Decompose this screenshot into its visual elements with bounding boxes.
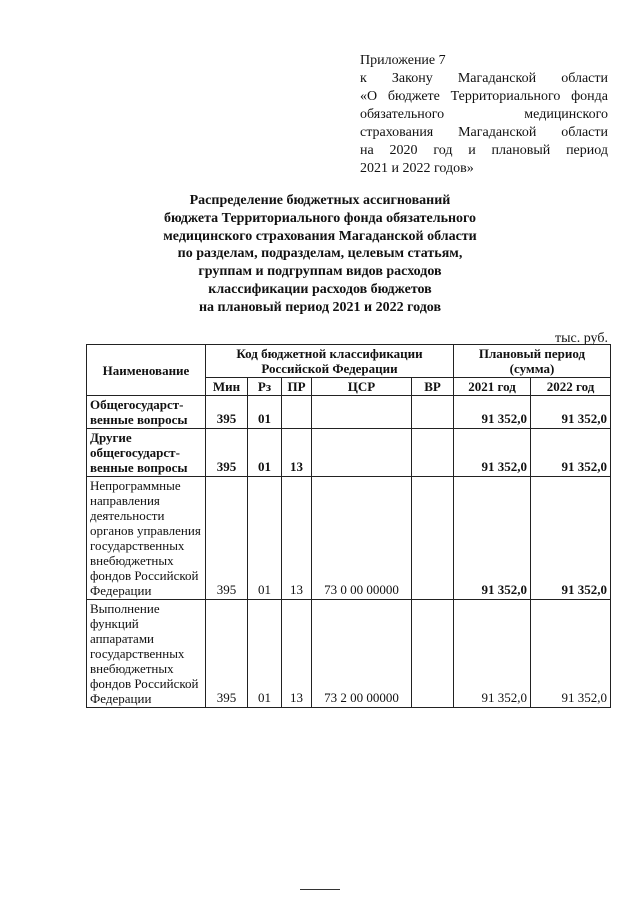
title-line: группам и подгруппам видов расходов [198, 264, 442, 280]
title-line: по разделам, подразделам, целевым статьям, [177, 246, 463, 262]
table-row [87, 600, 611, 708]
row-2021: 91 352,0 [454, 477, 531, 600]
row-2022: 91 352,0 [531, 477, 611, 600]
row-min: 395 [206, 429, 248, 477]
title-line: медицинского страхования Магаданской области [163, 228, 477, 244]
row-pr: 13 [282, 477, 312, 600]
row-2021: 91 352,0 [454, 396, 531, 429]
document-title [130, 192, 510, 317]
title-line: бюджета Территориального фонда обязательного [163, 210, 477, 226]
row-min: 395 [206, 600, 248, 708]
appendix-line: страхования Магаданской области [360, 125, 608, 140]
row-rz: 01 [248, 396, 282, 429]
budget-table [86, 344, 611, 708]
row-2022: 91 352,0 [531, 600, 611, 708]
row-csr [312, 429, 412, 477]
row-min: 395 [206, 477, 248, 600]
header-name: Наименование [87, 345, 206, 396]
header-csr: ЦСР [312, 378, 412, 396]
header-2021: 2021 год [454, 378, 531, 396]
row-rz: 01 [248, 477, 282, 600]
appendix-line: к Закону Магаданской области [360, 71, 608, 86]
header-min: Мин [206, 378, 248, 396]
row-pr: 13 [282, 600, 312, 708]
table-row [87, 396, 611, 429]
appendix-line: «О бюджете Территориального фонда [360, 89, 608, 104]
row-vr [412, 396, 454, 429]
table-row [87, 477, 611, 600]
header-kbk: Код бюджетной классификации Российской Федерации [206, 345, 454, 378]
row-2022: 91 352,0 [531, 429, 611, 477]
row-2021: 91 352,0 [454, 600, 531, 708]
row-csr: 73 0 00 00000 [312, 477, 412, 600]
appendix-line: на 2020 год и плановый период [360, 143, 608, 158]
title-line: на плановый период 2021 и 2022 годов [198, 299, 442, 315]
row-name: Общегосударст-венные вопросы [87, 396, 206, 429]
row-min: 395 [206, 396, 248, 429]
header-pr: ПР [282, 378, 312, 396]
appendix-line: обязательного медицинского [360, 107, 608, 122]
table-row [87, 429, 611, 477]
row-2022: 91 352,0 [531, 396, 611, 429]
row-rz: 01 [248, 429, 282, 477]
row-2021: 91 352,0 [454, 429, 531, 477]
appendix-header [360, 52, 608, 178]
title-line: классификации расходов бюджетов [208, 281, 432, 297]
row-name: Выполнение функций аппаратами государственных внебюджетных фондов Российской Федерации [87, 600, 206, 708]
row-csr: 73 2 00 00000 [312, 600, 412, 708]
row-name: Другие общегосударст-венные вопросы [87, 429, 206, 477]
row-csr [312, 396, 412, 429]
header-vr: ВР [412, 378, 454, 396]
row-pr [282, 396, 312, 429]
row-vr [412, 477, 454, 600]
header-2022: 2022 год [531, 378, 611, 396]
header-rz: Рз [248, 378, 282, 396]
row-vr [412, 600, 454, 708]
header-period: Плановый период (сумма) [454, 345, 611, 378]
row-vr [412, 429, 454, 477]
row-pr: 13 [282, 429, 312, 477]
row-name: Непрограммные направления деятельности органов управления государственных внебюджетных фондов Российской Федерации [87, 477, 206, 600]
title-line: Распределение бюджетных ассигнований [189, 193, 451, 208]
row-rz: 01 [248, 600, 282, 708]
appendix-line: 2021 и 2022 годов» [360, 161, 474, 176]
units-label: тыс. руб. [555, 331, 608, 346]
page-divider [300, 889, 340, 890]
header-row [87, 345, 611, 378]
appendix-line: Приложение 7 [360, 53, 446, 68]
